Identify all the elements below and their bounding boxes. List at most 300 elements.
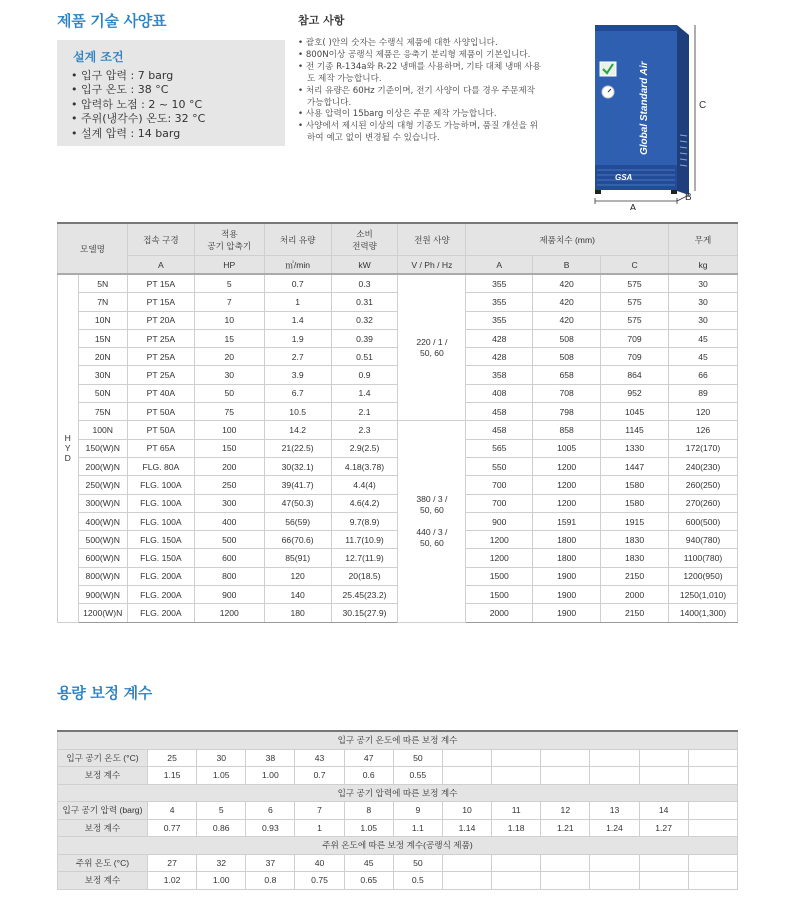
cell-dim-a: 550: [466, 457, 533, 475]
cell-flow: 180: [264, 604, 331, 622]
cell-conn: PT 50A: [127, 421, 194, 439]
cell-power: 0.32: [331, 311, 398, 329]
cell-power: 9.7(8.9): [331, 512, 398, 530]
correction-cell: 1.02: [148, 872, 197, 890]
unit-dim-b: B: [533, 256, 601, 275]
cell-dim-a: 428: [466, 348, 533, 366]
correction-cell: 1.05: [344, 819, 393, 837]
correction-factor-row: [58, 819, 738, 837]
cell-model: 250(W)N: [78, 476, 127, 494]
correction-cell: 37: [246, 854, 295, 872]
cell-model: 75N: [78, 403, 127, 421]
unit-conn: A: [127, 256, 194, 275]
correction-factor-row: [58, 767, 738, 785]
cell-flow: 1: [264, 293, 331, 311]
cell-conn: PT 25A: [127, 329, 194, 347]
cell-dim-a: 355: [466, 293, 533, 311]
cell-comp: 20: [194, 348, 264, 366]
cell-weight: 172(170): [669, 439, 738, 457]
correction-cell: [639, 872, 688, 890]
cell-dim-c: 575: [601, 311, 669, 329]
cell-conn: FLG. 150A: [127, 549, 194, 567]
cell-comp: 150: [194, 439, 264, 457]
correction-cell: [688, 854, 737, 872]
correction-cell: 47: [344, 749, 393, 767]
note-item: • 괄호( )안의 숫자는 수랭식 제품에 대한 사양입니다.: [298, 38, 543, 50]
cell-weight: 126: [669, 421, 738, 439]
cell-power: 2.3: [331, 421, 398, 439]
spec-row: [58, 403, 738, 421]
cell-dim-a: 700: [466, 476, 533, 494]
cell-dim-b: 1005: [533, 439, 601, 457]
correction-cell: [541, 749, 590, 767]
cell-dim-c: 1045: [601, 403, 669, 421]
cell-dim-c: 952: [601, 384, 669, 402]
cell-flow: 85(91): [264, 549, 331, 567]
design-condition-item: • 입구 온도 : 38 °C: [71, 83, 205, 97]
correction-value-row: [58, 854, 738, 872]
spec-row: [58, 512, 738, 530]
cell-weight: 45: [669, 348, 738, 366]
note-item: • 사양에서 제시된 이상의 대형 기종도 가능하며, 품질 개선을 위하여 예고 없이 변경될 수 있습니다.: [298, 121, 543, 145]
series-letter: H: [64, 433, 71, 444]
cell-flow: 56(59): [264, 512, 331, 530]
unit-dim-c: C: [601, 256, 669, 275]
cell-comp: 75: [194, 403, 264, 421]
cell-model: 800(W)N: [78, 567, 127, 585]
correction-cell: 32: [197, 854, 246, 872]
cell-conn: FLG. 100A: [127, 476, 194, 494]
correction-cell: 40: [295, 854, 344, 872]
cell-model: 900(W)N: [78, 586, 127, 604]
correction-section-header: [58, 784, 738, 802]
unit-flow: ㎥/min: [264, 256, 331, 275]
spec-row: [58, 293, 738, 311]
correction-cell: 1.1: [393, 819, 442, 837]
correction-cell: 8: [344, 802, 393, 820]
correction-section-title: 입구 공기 온도에 따른 보정 계수: [58, 731, 738, 749]
cell-dim-b: 1800: [533, 531, 601, 549]
cell-conn: FLG. 150A: [127, 531, 194, 549]
cell-dim-b: 508: [533, 329, 601, 347]
cell-comp: 5: [194, 274, 264, 293]
cell-dim-a: 900: [466, 512, 533, 530]
correction-cell: 11: [492, 802, 541, 820]
cell-flow: 10.5: [264, 403, 331, 421]
cell-model: 100N: [78, 421, 127, 439]
cell-dim-b: 1200: [533, 476, 601, 494]
correction-cell: [442, 749, 491, 767]
cell-power: 0.9: [331, 366, 398, 384]
cell-conn: FLG. 100A: [127, 494, 194, 512]
supply-line: 220 / 1 /: [416, 336, 448, 347]
cell-comp: 15: [194, 329, 264, 347]
cell-model: 10N: [78, 311, 127, 329]
col-header-flow: 처리 유량: [264, 223, 331, 256]
cell-dim-c: 1145: [601, 421, 669, 439]
supply-group: [398, 421, 466, 622]
cell-model: 150(W)N: [78, 439, 127, 457]
cell-dim-b: 708: [533, 384, 601, 402]
correction-cell: 50: [393, 854, 442, 872]
correction-cell: [492, 749, 541, 767]
unit-weight: kg: [669, 256, 738, 275]
page-title: 제품 기술 사양표: [57, 12, 167, 30]
correction-cell: 14: [639, 802, 688, 820]
spec-row: [58, 457, 738, 475]
design-condition-item: • 입구 압력 : 7 barg: [71, 69, 205, 83]
cell-comp: 500: [194, 531, 264, 549]
correction-section-header: [58, 837, 738, 855]
cell-flow: 0.7: [264, 274, 331, 293]
spec-row: [58, 311, 738, 329]
correction-cell: 1.14: [442, 819, 491, 837]
cell-dim-c: 709: [601, 348, 669, 366]
cell-weight: 1200(950): [669, 567, 738, 585]
cell-weight: 30: [669, 311, 738, 329]
spec-row: [58, 439, 738, 457]
series-letter: D: [64, 453, 71, 464]
correction-cell: [639, 854, 688, 872]
cell-weight: 1250(1,010): [669, 586, 738, 604]
correction-cell: 10: [442, 802, 491, 820]
cell-dim-c: 1915: [601, 512, 669, 530]
cell-power: 4.4(4): [331, 476, 398, 494]
note-item: • 전 기종 R-134a와 R-22 냉매를 사용하며, 기타 대체 냉매 사용도 제작 가능합니다.: [298, 62, 543, 86]
supply-group: [398, 274, 466, 421]
air-dryer-product-image: [585, 15, 715, 210]
correction-cell: [442, 767, 491, 785]
correction-cell: [492, 872, 541, 890]
cell-dim-c: 1580: [601, 476, 669, 494]
correction-cell: 0.93: [246, 819, 295, 837]
cell-dim-b: 420: [533, 311, 601, 329]
cell-comp: 1200: [194, 604, 264, 622]
spec-row: [58, 476, 738, 494]
cell-flow: 2.7: [264, 348, 331, 366]
cell-dim-c: 864: [601, 366, 669, 384]
correction-cell: [590, 872, 639, 890]
cell-dim-b: 1200: [533, 457, 601, 475]
cell-weight: 66: [669, 366, 738, 384]
spec-table: [57, 222, 738, 623]
cell-dim-a: 1500: [466, 567, 533, 585]
correction-section-title: 입구 공기 압력에 따른 보정 계수: [58, 784, 738, 802]
cell-comp: 100: [194, 421, 264, 439]
spec-row: [58, 421, 738, 439]
design-condition-item: • 압력하 노점 : 2 ~ 10 °C: [71, 98, 205, 112]
correction-cell: 45: [344, 854, 393, 872]
correction-row-label: 입구 공기 압력 (barg): [58, 802, 148, 820]
cell-conn: FLG. 80A: [127, 457, 194, 475]
spec-row: [58, 604, 738, 622]
correction-row-label: 입구 공기 온도 (°C): [58, 749, 148, 767]
cell-weight: 940(780): [669, 531, 738, 549]
correction-cell: 1.05: [197, 767, 246, 785]
cell-comp: 50: [194, 384, 264, 402]
cell-power: 2.1: [331, 403, 398, 421]
cell-flow: 47(50.3): [264, 494, 331, 512]
cell-weight: 1100(780): [669, 549, 738, 567]
notes-heading: 참고 사항: [298, 14, 345, 27]
cell-model: 30N: [78, 366, 127, 384]
spec-row: [58, 366, 738, 384]
cell-conn: PT 15A: [127, 274, 194, 293]
correction-cell: 4: [148, 802, 197, 820]
cell-flow: 66(70.6): [264, 531, 331, 549]
correction-cell: 0.65: [344, 872, 393, 890]
cell-power: 0.51: [331, 348, 398, 366]
supply-line: 50, 60: [419, 505, 444, 515]
cell-model: 500(W)N: [78, 531, 127, 549]
cell-weight: 89: [669, 384, 738, 402]
cell-dim-a: 1200: [466, 549, 533, 567]
cell-flow: 1.9: [264, 329, 331, 347]
cell-power: 0.31: [331, 293, 398, 311]
cell-dim-b: 1591: [533, 512, 601, 530]
correction-cell: 1.15: [148, 767, 197, 785]
cell-model: 50N: [78, 384, 127, 402]
correction-cell: [442, 854, 491, 872]
cell-flow: 140: [264, 586, 331, 604]
cell-dim-c: 2150: [601, 567, 669, 585]
col-header-supply: 전원 사양: [398, 223, 466, 256]
col-header-weight: 무게: [669, 223, 738, 256]
col-header-power: 소비 전력량: [331, 223, 398, 256]
cell-flow: 14.2: [264, 421, 331, 439]
correction-cell: 12: [541, 802, 590, 820]
design-conditions-heading: 설계 조건: [73, 50, 124, 64]
cell-dim-b: 1800: [533, 549, 601, 567]
cell-comp: 400: [194, 512, 264, 530]
cell-dim-b: 798: [533, 403, 601, 421]
cell-dim-a: 458: [466, 403, 533, 421]
correction-cell: 25: [148, 749, 197, 767]
correction-cell: [590, 854, 639, 872]
cell-dim-c: 575: [601, 293, 669, 311]
cell-conn: PT 25A: [127, 348, 194, 366]
brand-vertical-text: Global Standard Air: [639, 61, 650, 155]
correction-row-label: 보정 계수: [58, 819, 148, 837]
cell-power: 4.18(3.78): [331, 457, 398, 475]
supply-line: 380 / 3 /: [416, 494, 448, 504]
notes-list: [298, 38, 543, 145]
cell-weight: 1400(1,300): [669, 604, 738, 622]
correction-cell: [688, 767, 737, 785]
unit-comp: HP: [194, 256, 264, 275]
correction-cell: 9: [393, 802, 442, 820]
cell-comp: 900: [194, 586, 264, 604]
cell-model: 5N: [78, 274, 127, 293]
correction-cell: 1.27: [639, 819, 688, 837]
cell-model: 400(W)N: [78, 512, 127, 530]
cell-dim-a: 358: [466, 366, 533, 384]
correction-cell: 1: [295, 819, 344, 837]
control-display-icon: [600, 62, 616, 76]
cell-comp: 30: [194, 366, 264, 384]
cell-comp: 200: [194, 457, 264, 475]
cell-flow: 30(32.1): [264, 457, 331, 475]
correction-cell: [541, 872, 590, 890]
series-label: [58, 274, 79, 622]
cell-dim-c: 709: [601, 329, 669, 347]
cell-comp: 600: [194, 549, 264, 567]
correction-table: [57, 730, 738, 890]
cell-dim-a: 355: [466, 274, 533, 293]
cell-power: 4.6(4.2): [331, 494, 398, 512]
supply-spacer: [398, 516, 465, 527]
series-letter: Y: [64, 443, 71, 454]
cell-comp: 250: [194, 476, 264, 494]
correction-title: 용량 보정 계수: [57, 684, 152, 702]
correction-cell: [688, 872, 737, 890]
supply-line: 50, 60: [419, 347, 444, 358]
cell-conn: PT 25A: [127, 366, 194, 384]
cell-conn: PT 65A: [127, 439, 194, 457]
cell-dim-b: 1200: [533, 494, 601, 512]
cell-weight: 45: [669, 329, 738, 347]
correction-cell: [541, 767, 590, 785]
design-condition-item: • 설계 압력 : 14 barg: [71, 127, 205, 141]
correction-cell: [541, 854, 590, 872]
cell-dim-a: 1200: [466, 531, 533, 549]
correction-cell: 0.5: [393, 872, 442, 890]
spec-row: [58, 549, 738, 567]
cell-dim-b: 508: [533, 348, 601, 366]
correction-value-row: [58, 749, 738, 767]
cell-weight: 120: [669, 403, 738, 421]
cell-flow: 39(41.7): [264, 476, 331, 494]
correction-row-label: 주위 온도 (°C): [58, 854, 148, 872]
supply-line: 50, 60: [419, 538, 444, 548]
col-header-comp: 적용 공기 압축기: [194, 223, 264, 256]
correction-cell: [492, 854, 541, 872]
cell-model: 20N: [78, 348, 127, 366]
correction-cell: 0.7: [295, 767, 344, 785]
cell-conn: FLG. 200A: [127, 567, 194, 585]
cell-comp: 300: [194, 494, 264, 512]
cell-dim-a: 565: [466, 439, 533, 457]
cell-comp: 7: [194, 293, 264, 311]
correction-cell: 0.6: [344, 767, 393, 785]
correction-cell: [442, 872, 491, 890]
cell-weight: 270(260): [669, 494, 738, 512]
cell-power: 0.39: [331, 329, 398, 347]
design-conditions-list: [71, 69, 205, 141]
cell-dim-a: 700: [466, 494, 533, 512]
correction-cell: 5: [197, 802, 246, 820]
cell-power: 20(18.5): [331, 567, 398, 585]
cell-power: 0.3: [331, 274, 398, 293]
note-item: • 사용 압력이 15barg 이상은 주문 제작 가능합니다.: [298, 109, 543, 121]
correction-cell: 1.21: [541, 819, 590, 837]
correction-cell: 6: [246, 802, 295, 820]
cell-dim-c: 1330: [601, 439, 669, 457]
cell-dim-c: 2150: [601, 604, 669, 622]
correction-cell: 13: [590, 802, 639, 820]
cell-flow: 120: [264, 567, 331, 585]
cell-dim-b: 658: [533, 366, 601, 384]
cell-power: 2.9(2.5): [331, 439, 398, 457]
col-header-dims: 제품치수 (mm): [466, 223, 669, 256]
cell-dim-b: 1900: [533, 586, 601, 604]
dimension-a-label: A: [629, 203, 637, 210]
spec-row: [58, 531, 738, 549]
cell-dim-c: 575: [601, 274, 669, 293]
cell-weight: 30: [669, 274, 738, 293]
cell-flow: 21(22.5): [264, 439, 331, 457]
cell-model: 7N: [78, 293, 127, 311]
cell-flow: 6.7: [264, 384, 331, 402]
correction-cell: [639, 767, 688, 785]
cell-dim-b: 1900: [533, 567, 601, 585]
correction-cell: 1.24: [590, 819, 639, 837]
cell-dim-b: 1900: [533, 604, 601, 622]
correction-cell: [639, 749, 688, 767]
cell-conn: PT 40A: [127, 384, 194, 402]
cell-power: 25.45(23.2): [331, 586, 398, 604]
correction-cell: 0.86: [197, 819, 246, 837]
correction-cell: 1.18: [492, 819, 541, 837]
cell-dim-a: 1500: [466, 586, 533, 604]
correction-cell: 27: [148, 854, 197, 872]
correction-row-label: 보정 계수: [58, 767, 148, 785]
correction-cell: [590, 767, 639, 785]
cell-power: 11.7(10.9): [331, 531, 398, 549]
spec-row: [58, 329, 738, 347]
col-header-model: 모델명: [58, 223, 128, 274]
cell-dim-c: 1447: [601, 457, 669, 475]
correction-cell: [590, 749, 639, 767]
correction-value-row: [58, 802, 738, 820]
cell-comp: 10: [194, 311, 264, 329]
correction-cell: 0.75: [295, 872, 344, 890]
spec-row: [58, 586, 738, 604]
spec-row: [58, 494, 738, 512]
spec-row: [58, 348, 738, 366]
cell-dim-c: 1830: [601, 549, 669, 567]
cell-dim-b: 420: [533, 293, 601, 311]
correction-cell: 0.77: [148, 819, 197, 837]
cell-weight: 260(250): [669, 476, 738, 494]
correction-cell: [688, 819, 737, 837]
cell-conn: PT 15A: [127, 293, 194, 311]
cell-conn: PT 50A: [127, 403, 194, 421]
col-header-conn: 접속 구경: [127, 223, 194, 256]
design-condition-item: • 주위(냉각수) 온도: 32 °C: [71, 112, 205, 126]
correction-cell: 30: [197, 749, 246, 767]
cell-weight: 600(500): [669, 512, 738, 530]
spec-table-body: [58, 274, 738, 622]
correction-section-header: [58, 731, 738, 749]
cell-model: 600(W)N: [78, 549, 127, 567]
dimension-c-label: C: [699, 100, 707, 111]
cell-model: 15N: [78, 329, 127, 347]
correction-cell: [492, 767, 541, 785]
cell-conn: FLG. 200A: [127, 586, 194, 604]
correction-table-body: [58, 731, 738, 889]
cell-weight: 30: [669, 293, 738, 311]
gsa-logo: GSA: [615, 173, 633, 182]
cell-power: 30.15(27.9): [331, 604, 398, 622]
cell-flow: 1.4: [264, 311, 331, 329]
correction-cell: [688, 749, 737, 767]
cell-flow: 3.9: [264, 366, 331, 384]
cell-dim-a: 2000: [466, 604, 533, 622]
dryer-side-panel: [677, 25, 689, 195]
cell-dim-a: 408: [466, 384, 533, 402]
cell-dim-b: 420: [533, 274, 601, 293]
